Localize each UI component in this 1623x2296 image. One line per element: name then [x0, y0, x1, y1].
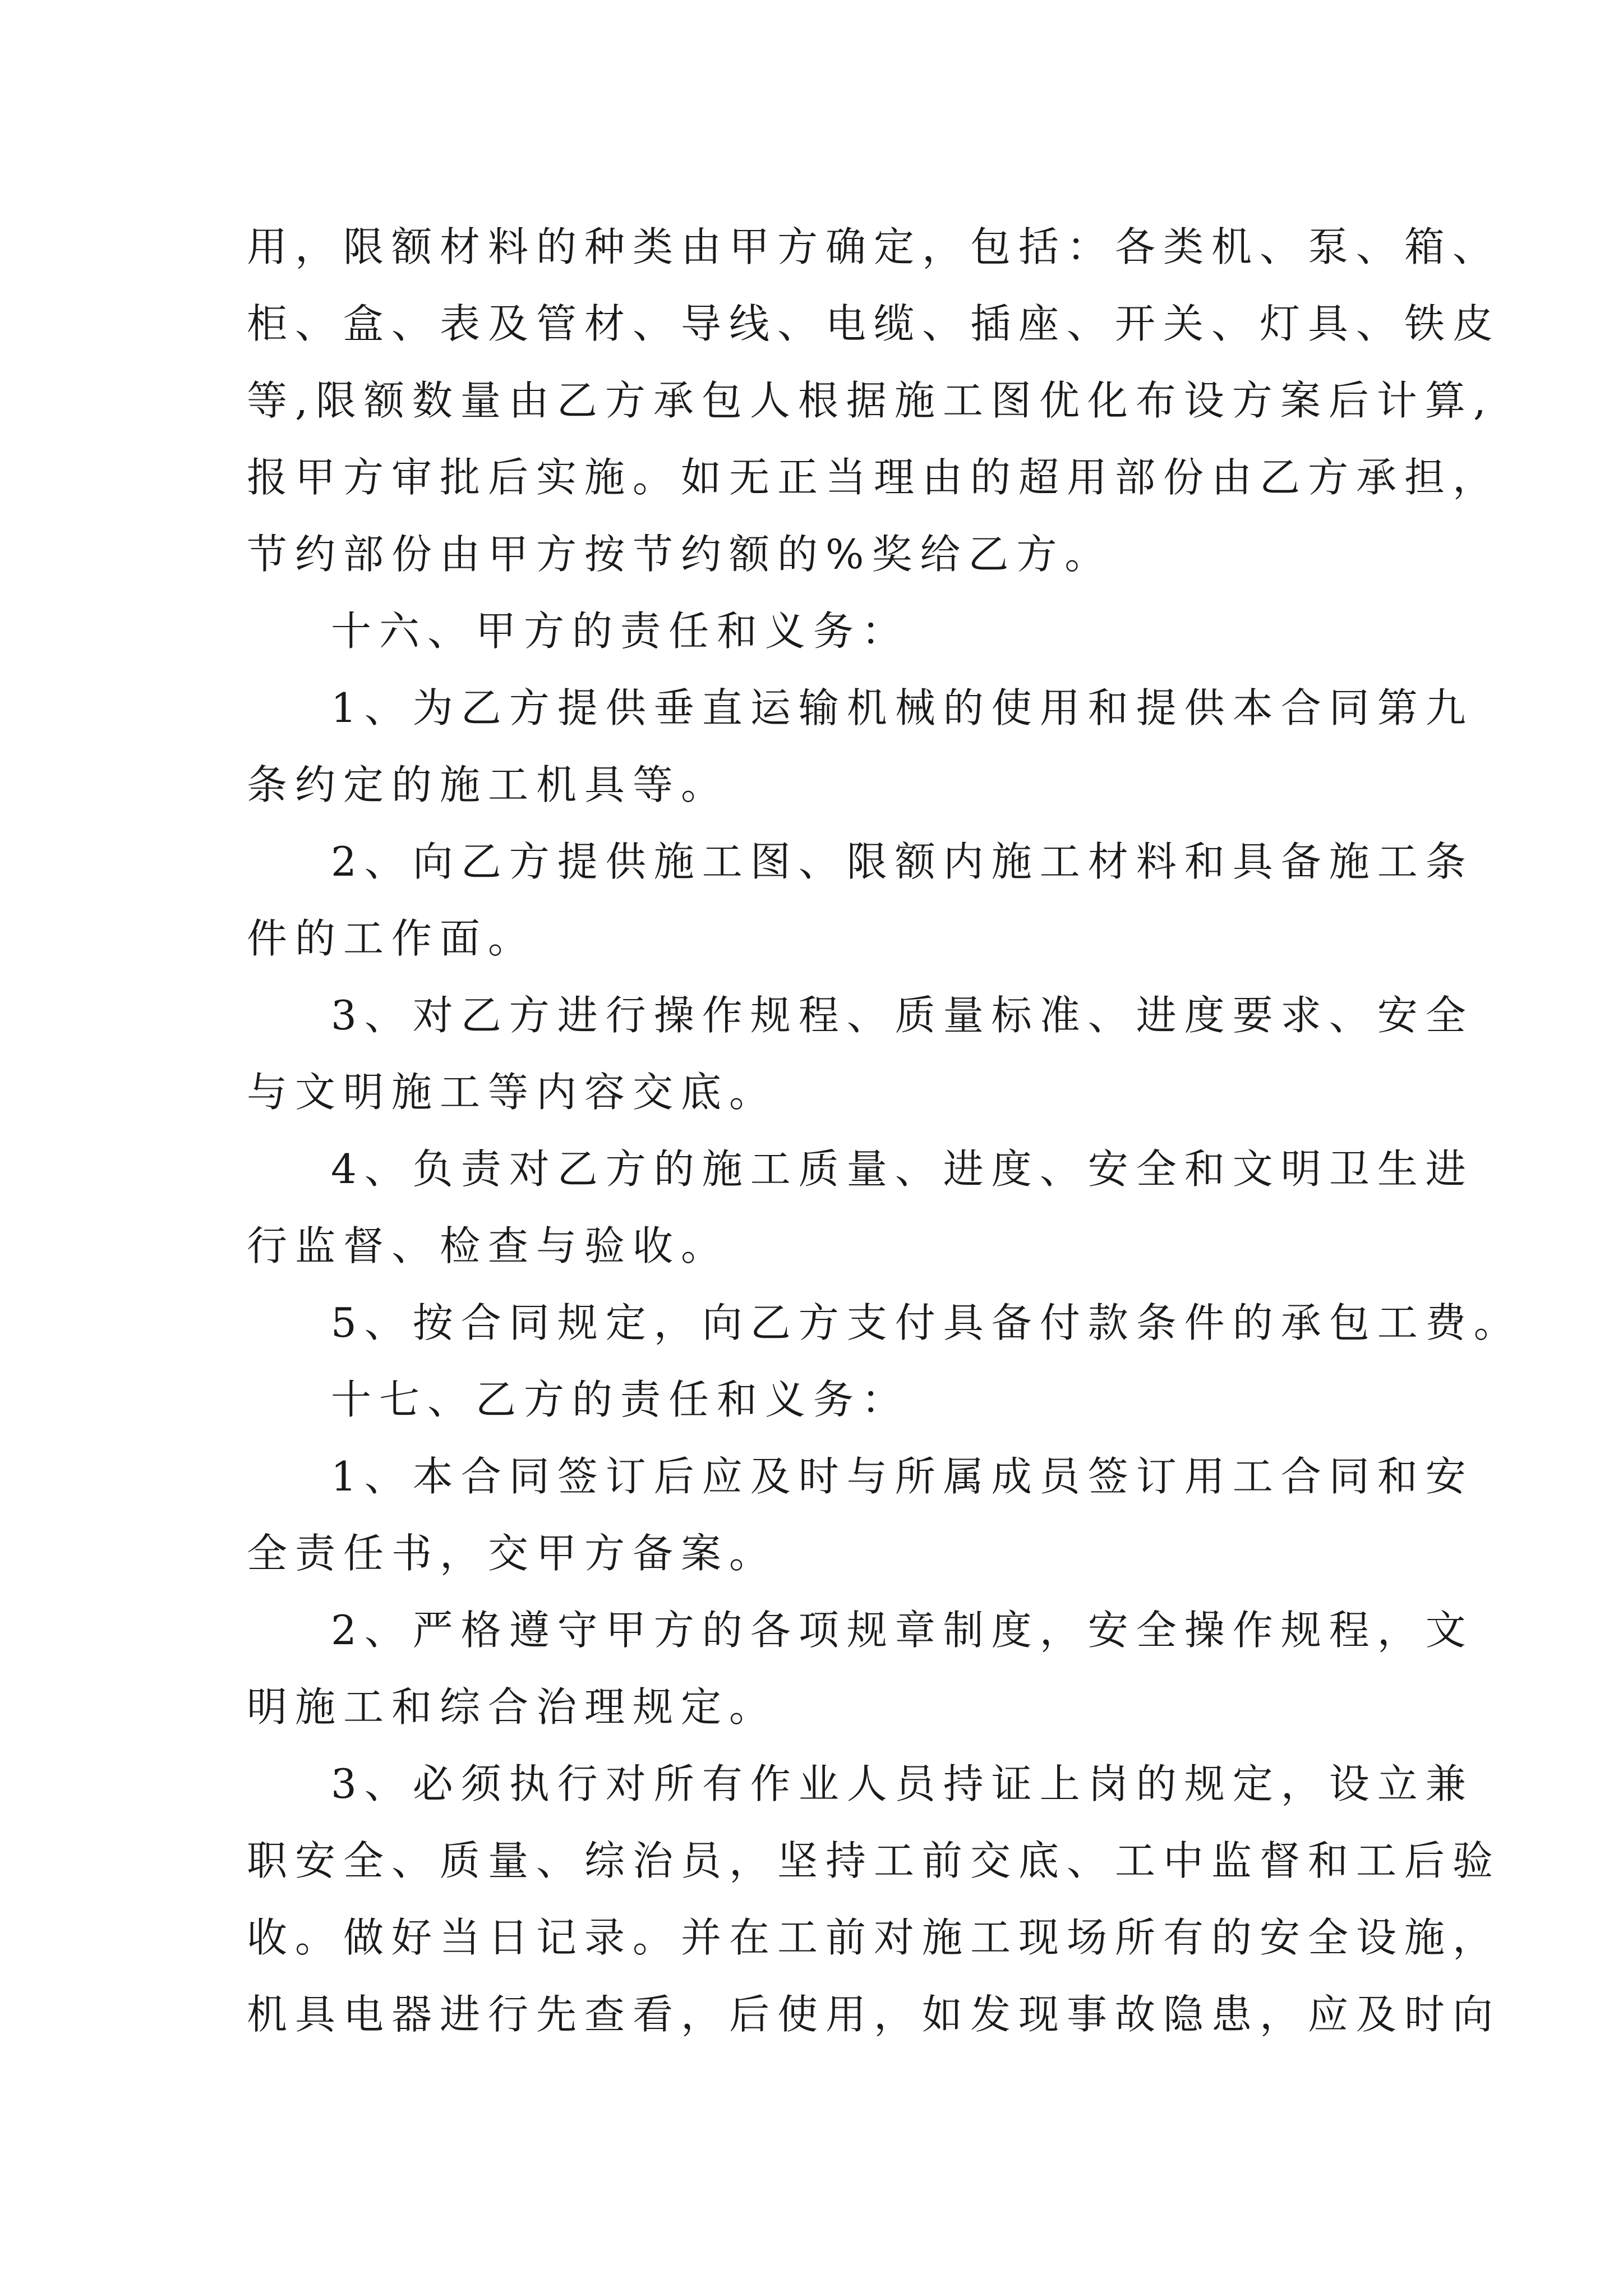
text-line: 行监督、检查与验收。 — [247, 1222, 730, 1269]
text-line: 5、按合同规定，向乙方支付具备付款条件的承包工费。 — [331, 1299, 1522, 1346]
text-line: 明施工和综合治理规定。 — [247, 1683, 778, 1731]
text-line: 报甲方审批后实施。如无正当理由的超用部份由乙方承担， — [247, 454, 1501, 501]
text-line: 1、为乙方提供垂直运输机械的使用和提供本合同第九 — [331, 684, 1474, 731]
text-line: 条约定的施工机具等。 — [247, 761, 730, 808]
text-line: 2、严格遵守甲方的各项规章制度，安全操作规程，文 — [331, 1607, 1474, 1654]
text-line: 与文明施工等内容交底。 — [247, 1069, 778, 1116]
text-line: 3、必须执行对所有作业人员持证上岗的规定，设立兼 — [331, 1760, 1474, 1807]
text-line: 职安全、质量、综治员，坚持工前交底、工中监督和工后验 — [247, 1837, 1501, 1884]
text-line: 4、负责对乙方的施工质量、进度、安全和文明卫生进 — [331, 1145, 1474, 1193]
text-line: 1、本合同签订后应及时与所属成员签订用工合同和安 — [331, 1453, 1474, 1500]
text-line: 用，限额材料的种类由甲方确定，包括：各类机、泵、箱、 — [247, 223, 1501, 270]
text-line: 件的工作面。 — [247, 915, 537, 962]
text-line: 收。做好当日记录。并在工前对施工现场所有的安全设施， — [247, 1914, 1501, 1961]
text-line: 3、对乙方进行操作规程、质量标准、进度要求、安全 — [331, 992, 1474, 1039]
section-heading: 十七、乙方的责任和义务： — [331, 1376, 910, 1423]
text-line: 机具电器进行先查看，后使用，如发现事故隐患，应及时向 — [247, 1991, 1501, 2038]
text-line: 节约部份由甲方按节约额的%奖给乙方。 — [247, 531, 1113, 578]
text-line: 2、向乙方提供施工图、限额内施工材料和具备施工条 — [331, 838, 1474, 885]
text-line: 等,限额数量由乙方承包人根据施工图优化布设方案后计算, — [247, 377, 1494, 424]
section-heading: 十六、甲方的责任和义务： — [331, 608, 910, 655]
text-line: 柜、盒、表及管材、导线、电缆、插座、开关、灯具、铁皮 — [247, 300, 1501, 347]
text-line: 全责任书，交甲方备案。 — [247, 1530, 778, 1577]
